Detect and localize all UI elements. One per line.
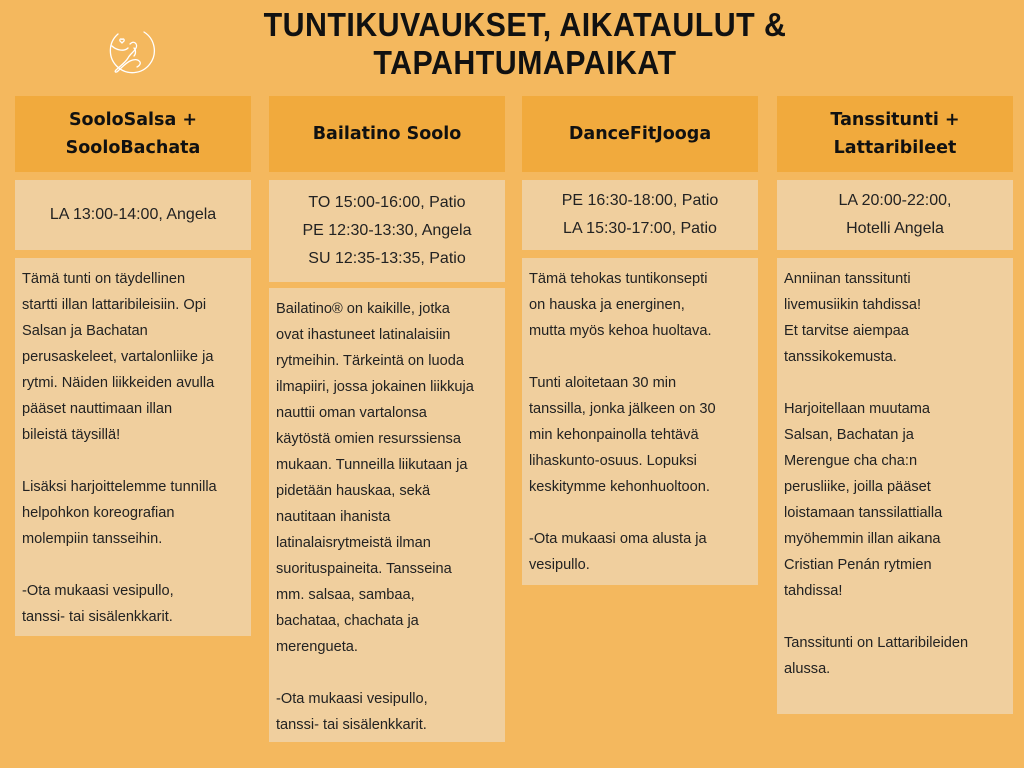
title-line-2: TAPAHTUMAPAIKAT: [373, 44, 677, 81]
description-paragraph: Tämä tunti on täydellinen startti illan lattaribileisiin. Opi Salsan ja Bachatan perusaskeleet, vartalonliike ja rytmi. Näiden liikkeiden avulla pääset nauttimaan illan bileistä täysillä!: [22, 271, 215, 443]
description-paragraph: Harjoitellaan muutama Salsan, Bachatan ja Merengue cha cha:n perusliike, joilla pääset loistamaan tanssilattialla myöhemmin illan aikana Cristian Penán rytmien tahdissa!: [784, 401, 943, 599]
description-paragraph: Tämä tehokas tuntikonsepti on hauska ja energinen, mutta myös kehoa huoltava.: [529, 271, 712, 339]
description-box: [15, 258, 251, 636]
description-paragraph: Tunti aloitetaan 30 min tanssilla, jonka jälkeen on 30 min kehonpainolla tehtävä lihaskunto-osuus. Lopuksi keskitymme kehonhuoltoon.: [529, 375, 716, 495]
page-title: [208, 6, 843, 82]
class-title-line-2: SooloBachata: [65, 138, 201, 158]
schedule-entry: LA 13:00-14:00, Angela: [49, 206, 217, 223]
description-paragraph: Anniinan tanssitunti livemusiikin tahdissa! Et tarvitse aiempaa tanssikokemusta.: [784, 271, 922, 365]
description-paragraph: Lisäksi harjoittelemme tunnilla helpohkon koreografian molempiin tansseihin.: [22, 479, 217, 547]
schedule-entry: Hotelli Angela: [846, 220, 944, 237]
class-title: [777, 96, 1013, 172]
schedule-entry: PE 16:30-18:00, Patio: [561, 192, 719, 209]
description-box: [269, 288, 505, 742]
schedule-box: [777, 180, 1013, 250]
class-column-bailatino: [269, 96, 505, 742]
bring-along-note: -Ota mukaasi vesipullo, tanssi- tai sisälenkkarit.: [276, 691, 428, 733]
bring-along-note: -Ota mukaasi vesipullo, tanssi- tai sisälenkkarit.: [22, 583, 174, 625]
class-title: [269, 96, 505, 172]
schedule-entry: LA 20:00-22:00,: [838, 192, 952, 209]
schedule-entry: LA 15:30-17:00, Patio: [563, 220, 717, 237]
class-title: [15, 96, 251, 172]
schedule-entry: PE 12:30-13:30, Angela: [302, 222, 472, 239]
schedule-box: [269, 180, 505, 282]
description-box: [777, 258, 1013, 714]
class-column-tanssitunti-lattaribileet: [777, 96, 1013, 714]
schedule-entry: TO 15:00-16:00, Patio: [308, 194, 466, 211]
description-paragraph: Bailatino® on kaikille, jotka ovat ihastuneet latinalaisiin rytmeihin. Tärkeintä on luoda ilmapiiri, jossa jokainen liikkuja nauttii oman vartalonsa käytöstä omien resurssiensa mukaan. Tunneilla liikutaan ja pidetään hauskaa, sekä nautitaan ihanista latinalaisrytmeistä ilman suorituspaineita. Tansseina mm. salsaa, sambaa, bachataa, chachata ja merengueta.: [276, 301, 474, 655]
class-title-line-1: Tanssitunti +: [830, 110, 960, 130]
schedule-box: [522, 180, 758, 250]
class-title-line-1: Bailatino Soolo: [312, 124, 462, 144]
dancer-logo-icon: [104, 24, 156, 76]
schedule-box: [15, 180, 251, 250]
class-title-line-1: SooloSalsa +: [68, 110, 198, 130]
schedule-entry: SU 12:35-13:35, Patio: [308, 250, 466, 267]
class-column-soolosalsa: [15, 96, 251, 636]
title-line-1: TUNTIKUVAUKSET, AIKATAULUT &: [263, 6, 787, 43]
description-box: [522, 258, 758, 585]
class-column-dancefitjooga: [522, 96, 758, 585]
class-title: [522, 96, 758, 172]
description-paragraph: Tanssitunti on Lattaribileiden alussa.: [784, 635, 969, 677]
class-title-line-2: Lattaribileet: [833, 138, 957, 158]
class-title-line-1: DanceFitJooga: [568, 124, 712, 144]
bring-along-note: -Ota mukaasi oma alusta ja vesipullo.: [529, 531, 707, 573]
